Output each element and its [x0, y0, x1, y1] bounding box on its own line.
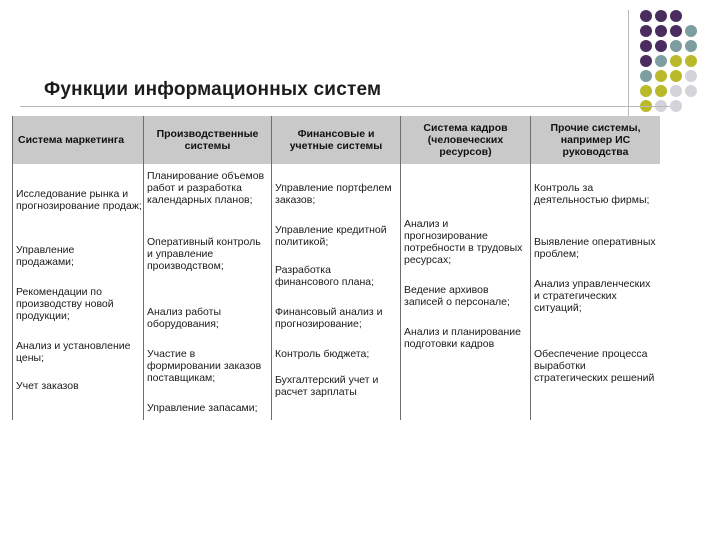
cell-hr-2: Ведение архивов записей о персонале; [404, 284, 510, 308]
decor-dot [670, 25, 682, 37]
cell-hr-1: Анализ и прогнозирование потребности в трудовых ресурсах; [404, 218, 523, 266]
decor-dot [655, 10, 667, 22]
decor-dot [655, 85, 667, 97]
decor-dot [640, 55, 652, 67]
cell-finance-3: Разработка финансового плана; [275, 264, 375, 288]
decor-dot [670, 85, 682, 97]
slide-title: Функции информационных систем [44, 79, 382, 100]
column-separator [271, 116, 272, 420]
decor-dot [685, 40, 697, 52]
decor-vertical-line [628, 10, 629, 120]
title-underline [20, 106, 670, 107]
decor-dot [640, 25, 652, 37]
decor-dot [655, 25, 667, 37]
cell-finance-2: Управление кредитной политикой; [275, 224, 387, 248]
decor-dot [685, 25, 697, 37]
decor-dot [640, 85, 652, 97]
decor-dot [670, 40, 682, 52]
cell-production-1: Планирование объемов работ и разработка календарных планов; [147, 170, 265, 206]
column-separator [400, 116, 401, 420]
cell-finance-6: Бухгалтерский учет и расчет зарплаты [275, 374, 379, 398]
column-separator [12, 116, 13, 420]
decor-dot [685, 85, 697, 97]
cell-other-2: Выявление оперативных проблем; [534, 236, 656, 260]
cell-finance-5: Контроль бюджета; [275, 348, 370, 360]
decor-dot [670, 55, 682, 67]
functions-table [12, 116, 660, 420]
cell-finance-1: Управление портфелем заказов; [275, 182, 392, 206]
decor-dot [655, 70, 667, 82]
cell-hr-3: Анализ и планирование подготовки кадров [404, 326, 521, 350]
header-production: Производственные системы [144, 116, 271, 164]
decor-dot [670, 70, 682, 82]
column-separator [143, 116, 144, 420]
cell-other-4: Обеспечение процесса выработки стратегических решений [534, 348, 655, 384]
cell-marketing-3: Рекомендации по производству новой продукции; [16, 286, 114, 322]
column-separator [530, 116, 531, 420]
cell-marketing-2: Управление продажами; [16, 244, 75, 268]
cell-production-2: Оперативный контроль и управление производством; [147, 236, 261, 272]
decor-dot [685, 70, 697, 82]
cell-finance-4: Финансовый анализ и прогнозирование; [275, 306, 383, 330]
decor-dot [655, 55, 667, 67]
cell-other-1: Контроль за деятельностью фирмы; [534, 182, 650, 206]
header-finance: Финансовые и учетные системы [272, 116, 400, 164]
decor-dot [640, 10, 652, 22]
cell-production-4: Участие в формировании заказов поставщикам; [147, 348, 262, 384]
decor-dot [685, 55, 697, 67]
header-other: Прочие системы, например ИС руководства [531, 116, 660, 164]
decor-dot [670, 10, 682, 22]
header-hr: Система кадров (человеческих ресурсов) [401, 116, 530, 164]
decor-dot [640, 40, 652, 52]
cell-marketing-5: Учет заказов [16, 380, 79, 392]
cell-marketing-4: Анализ и установление цены; [16, 340, 131, 364]
cell-marketing-1: Исследование рынка и прогнозирование продаж; [16, 188, 142, 212]
header-marketing: Система маркетинга [12, 116, 143, 164]
cell-other-3: Анализ управленческих и стратегических ситуаций; [534, 278, 651, 314]
cell-production-5: Управление запасами; [147, 402, 258, 414]
cell-production-3: Анализ работы оборудования; [147, 306, 222, 330]
decor-dot [655, 40, 667, 52]
decor-dot [640, 70, 652, 82]
decor-dot [670, 100, 682, 112]
